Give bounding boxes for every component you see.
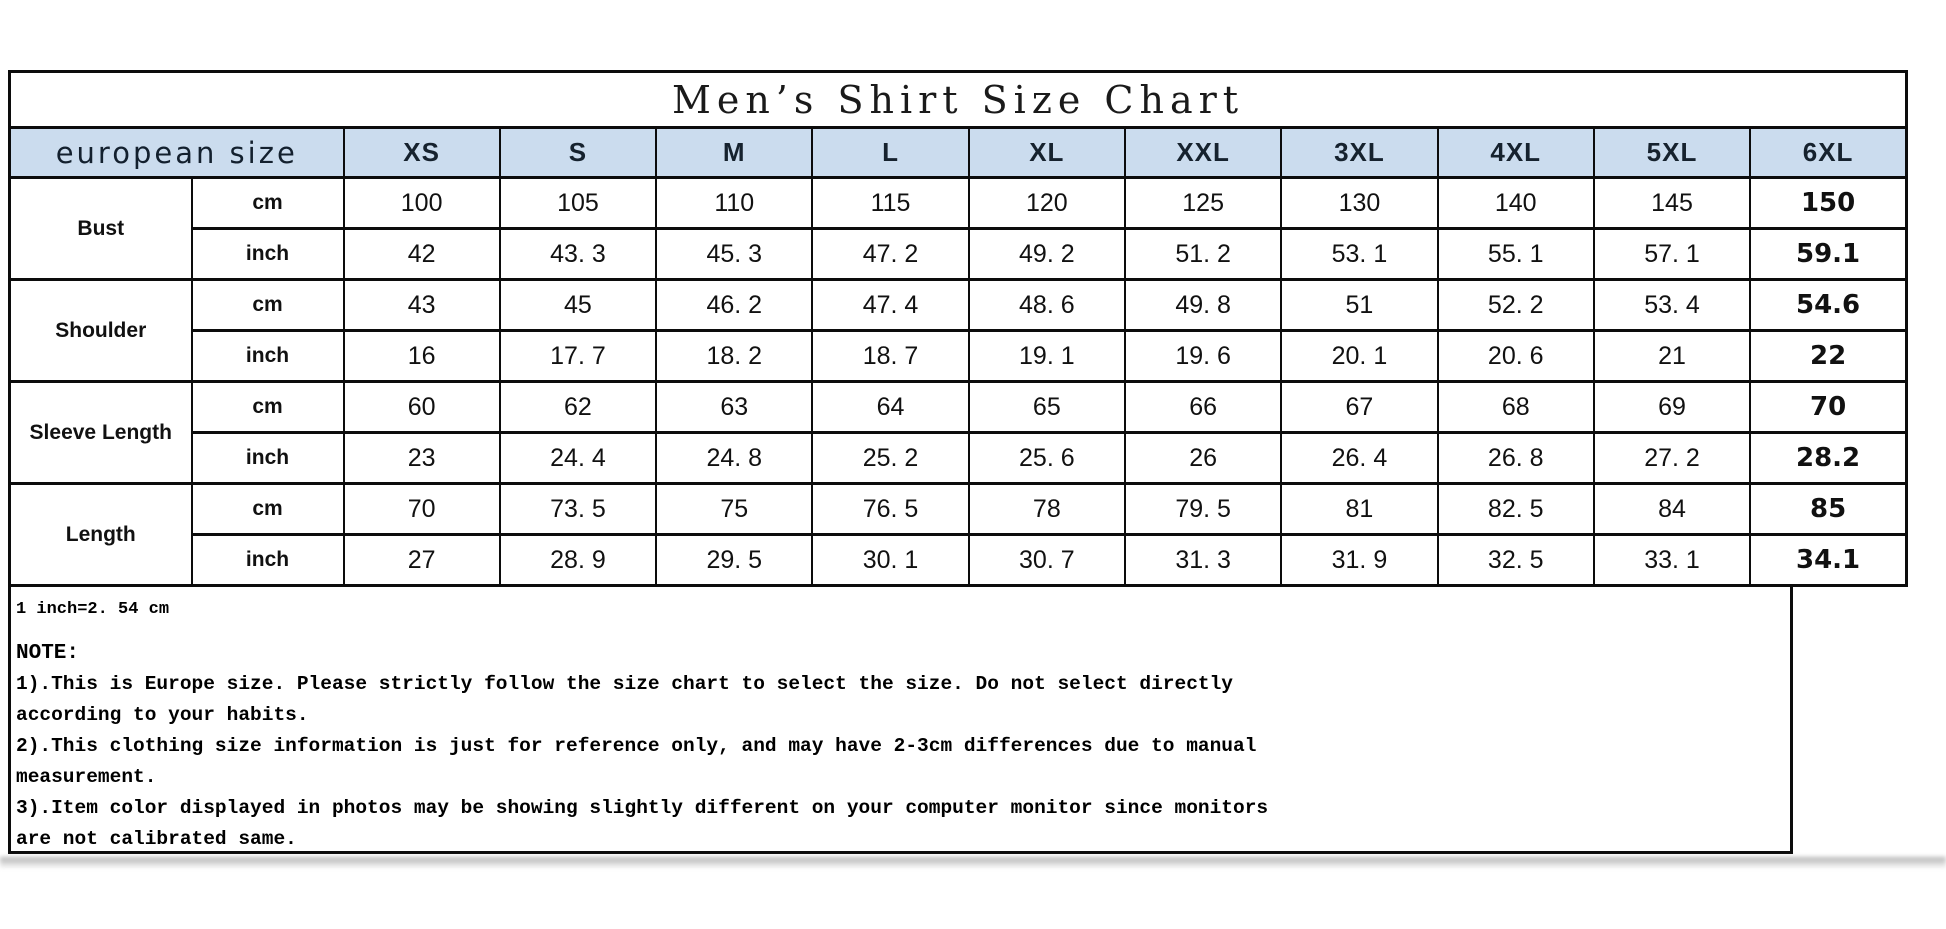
value-cell: 53. 1 [1281,229,1437,280]
value-cell: 78 [969,484,1125,535]
size-header-3xl: 3XL [1281,128,1437,178]
size-header-xs: XS [344,128,500,178]
size-chart-table [8,70,1908,587]
note-line: are not calibrated same. [16,828,297,850]
value-cell: 30. 7 [969,535,1125,586]
measurement-label: Sleeve Length [10,382,192,484]
value-cell: 49. 2 [969,229,1125,280]
size-chart-sheet [8,70,1946,868]
value-cell: 18. 2 [656,331,812,382]
value-cell: 25. 2 [812,433,968,484]
value-cell: 32. 5 [1438,535,1594,586]
value-cell: 33. 1 [1594,535,1750,586]
value-cell: 150 [1750,178,1906,229]
value-cell: 85 [1750,484,1906,535]
value-cell: 22 [1750,331,1906,382]
value-cell: 145 [1594,178,1750,229]
value-cell: 47. 2 [812,229,968,280]
value-cell: 73. 5 [500,484,656,535]
value-cell: 43 [344,280,500,331]
value-cell: 70 [1750,382,1906,433]
note-heading: NOTE: [16,642,80,665]
value-cell: 75 [656,484,812,535]
value-cell: 105 [500,178,656,229]
note-line: 3).Item color displayed in photos may be showing slightly different on your computer monitor since monitors [16,797,1269,819]
european-size-header: european size [10,128,344,178]
value-cell: 29. 5 [656,535,812,586]
value-cell: 42 [344,229,500,280]
row-length-cm [10,484,1907,535]
value-cell: 49. 8 [1125,280,1281,331]
value-cell: 84 [1594,484,1750,535]
size-header-s: S [500,128,656,178]
value-cell: 24. 8 [656,433,812,484]
unit-label: cm [192,280,344,331]
measurement-label: Length [10,484,192,586]
note-line: 2).This clothing size information is just for reference only, and may have 2-3cm differences due to manual [16,735,1257,757]
value-cell: 45. 3 [656,229,812,280]
note-line: 1).This is Europe size. Please strictly follow the size chart to select the size. Do not select directly [16,673,1233,695]
size-header-5xl: 5XL [1594,128,1750,178]
value-cell: 34.1 [1750,535,1906,586]
value-cell: 115 [812,178,968,229]
note-line: measurement. [16,766,157,788]
note-line: according to your habits. [16,704,309,726]
unit-label: inch [192,331,344,382]
value-cell: 100 [344,178,500,229]
value-cell: 63 [656,382,812,433]
value-cell: 57. 1 [1594,229,1750,280]
unit-label: cm [192,178,344,229]
unit-label: inch [192,535,344,586]
value-cell: 19. 1 [969,331,1125,382]
value-cell: 64 [812,382,968,433]
size-header-l: L [812,128,968,178]
value-cell: 48. 6 [969,280,1125,331]
value-cell: 79. 5 [1125,484,1281,535]
value-cell: 60 [344,382,500,433]
size-header-6xl: 6XL [1750,128,1906,178]
unit-label: cm [192,382,344,433]
size-header-xl: XL [969,128,1125,178]
size-header-4xl: 4XL [1438,128,1594,178]
value-cell: 20. 1 [1281,331,1437,382]
value-cell: 125 [1125,178,1281,229]
value-cell: 43. 3 [500,229,656,280]
value-cell: 27 [344,535,500,586]
value-cell: 67 [1281,382,1437,433]
size-header-xxl: XXL [1125,128,1281,178]
size-header-m: M [656,128,812,178]
value-cell: 31. 9 [1281,535,1437,586]
measurement-label: Shoulder [10,280,192,382]
value-cell: 24. 4 [500,433,656,484]
row-shoulder-cm [10,280,1907,331]
value-cell: 59.1 [1750,229,1906,280]
value-cell: 17. 7 [500,331,656,382]
value-cell: 23 [344,433,500,484]
value-cell: 140 [1438,178,1594,229]
value-cell: 51 [1281,280,1437,331]
inch-conversion-note: 1 inch=2. 54 cm [16,600,170,619]
value-cell: 65 [969,382,1125,433]
value-cell: 45 [500,280,656,331]
value-cell: 26. 8 [1438,433,1594,484]
note-lines [16,669,1790,855]
bottom-shadow-bar [0,857,1946,868]
value-cell: 69 [1594,382,1750,433]
value-cell: 19. 6 [1125,331,1281,382]
page-title: Men’s Shirt Size Chart [10,72,1907,128]
value-cell: 52. 2 [1438,280,1594,331]
unit-label: inch [192,433,344,484]
value-cell: 53. 4 [1594,280,1750,331]
row-sleeve-length-inch [10,433,1907,484]
value-cell: 51. 2 [1125,229,1281,280]
value-cell: 46. 2 [656,280,812,331]
value-cell: 20. 6 [1438,331,1594,382]
value-cell: 28.2 [1750,433,1906,484]
value-cell: 110 [656,178,812,229]
row-bust-inch [10,229,1907,280]
value-cell: 130 [1281,178,1437,229]
value-cell: 54.6 [1750,280,1906,331]
unit-label: cm [192,484,344,535]
row-bust-cm [10,178,1907,229]
value-cell: 27. 2 [1594,433,1750,484]
value-cell: 76. 5 [812,484,968,535]
size-header-row [10,128,1907,178]
notes-box [8,587,1793,854]
row-shoulder-inch [10,331,1907,382]
value-cell: 81 [1281,484,1437,535]
value-cell: 16 [344,331,500,382]
value-cell: 55. 1 [1438,229,1594,280]
value-cell: 82. 5 [1438,484,1594,535]
value-cell: 68 [1438,382,1594,433]
value-cell: 28. 9 [500,535,656,586]
value-cell: 26 [1125,433,1281,484]
value-cell: 120 [969,178,1125,229]
unit-label: inch [192,229,344,280]
value-cell: 25. 6 [969,433,1125,484]
value-cell: 30. 1 [812,535,968,586]
value-cell: 31. 3 [1125,535,1281,586]
value-cell: 62 [500,382,656,433]
value-cell: 66 [1125,382,1281,433]
row-sleeve-length-cm [10,382,1907,433]
measurement-label: Bust [10,178,192,280]
row-length-inch [10,535,1907,586]
value-cell: 26. 4 [1281,433,1437,484]
value-cell: 47. 4 [812,280,968,331]
value-cell: 21 [1594,331,1750,382]
value-cell: 18. 7 [812,331,968,382]
value-cell: 70 [344,484,500,535]
title-row [10,72,1907,128]
